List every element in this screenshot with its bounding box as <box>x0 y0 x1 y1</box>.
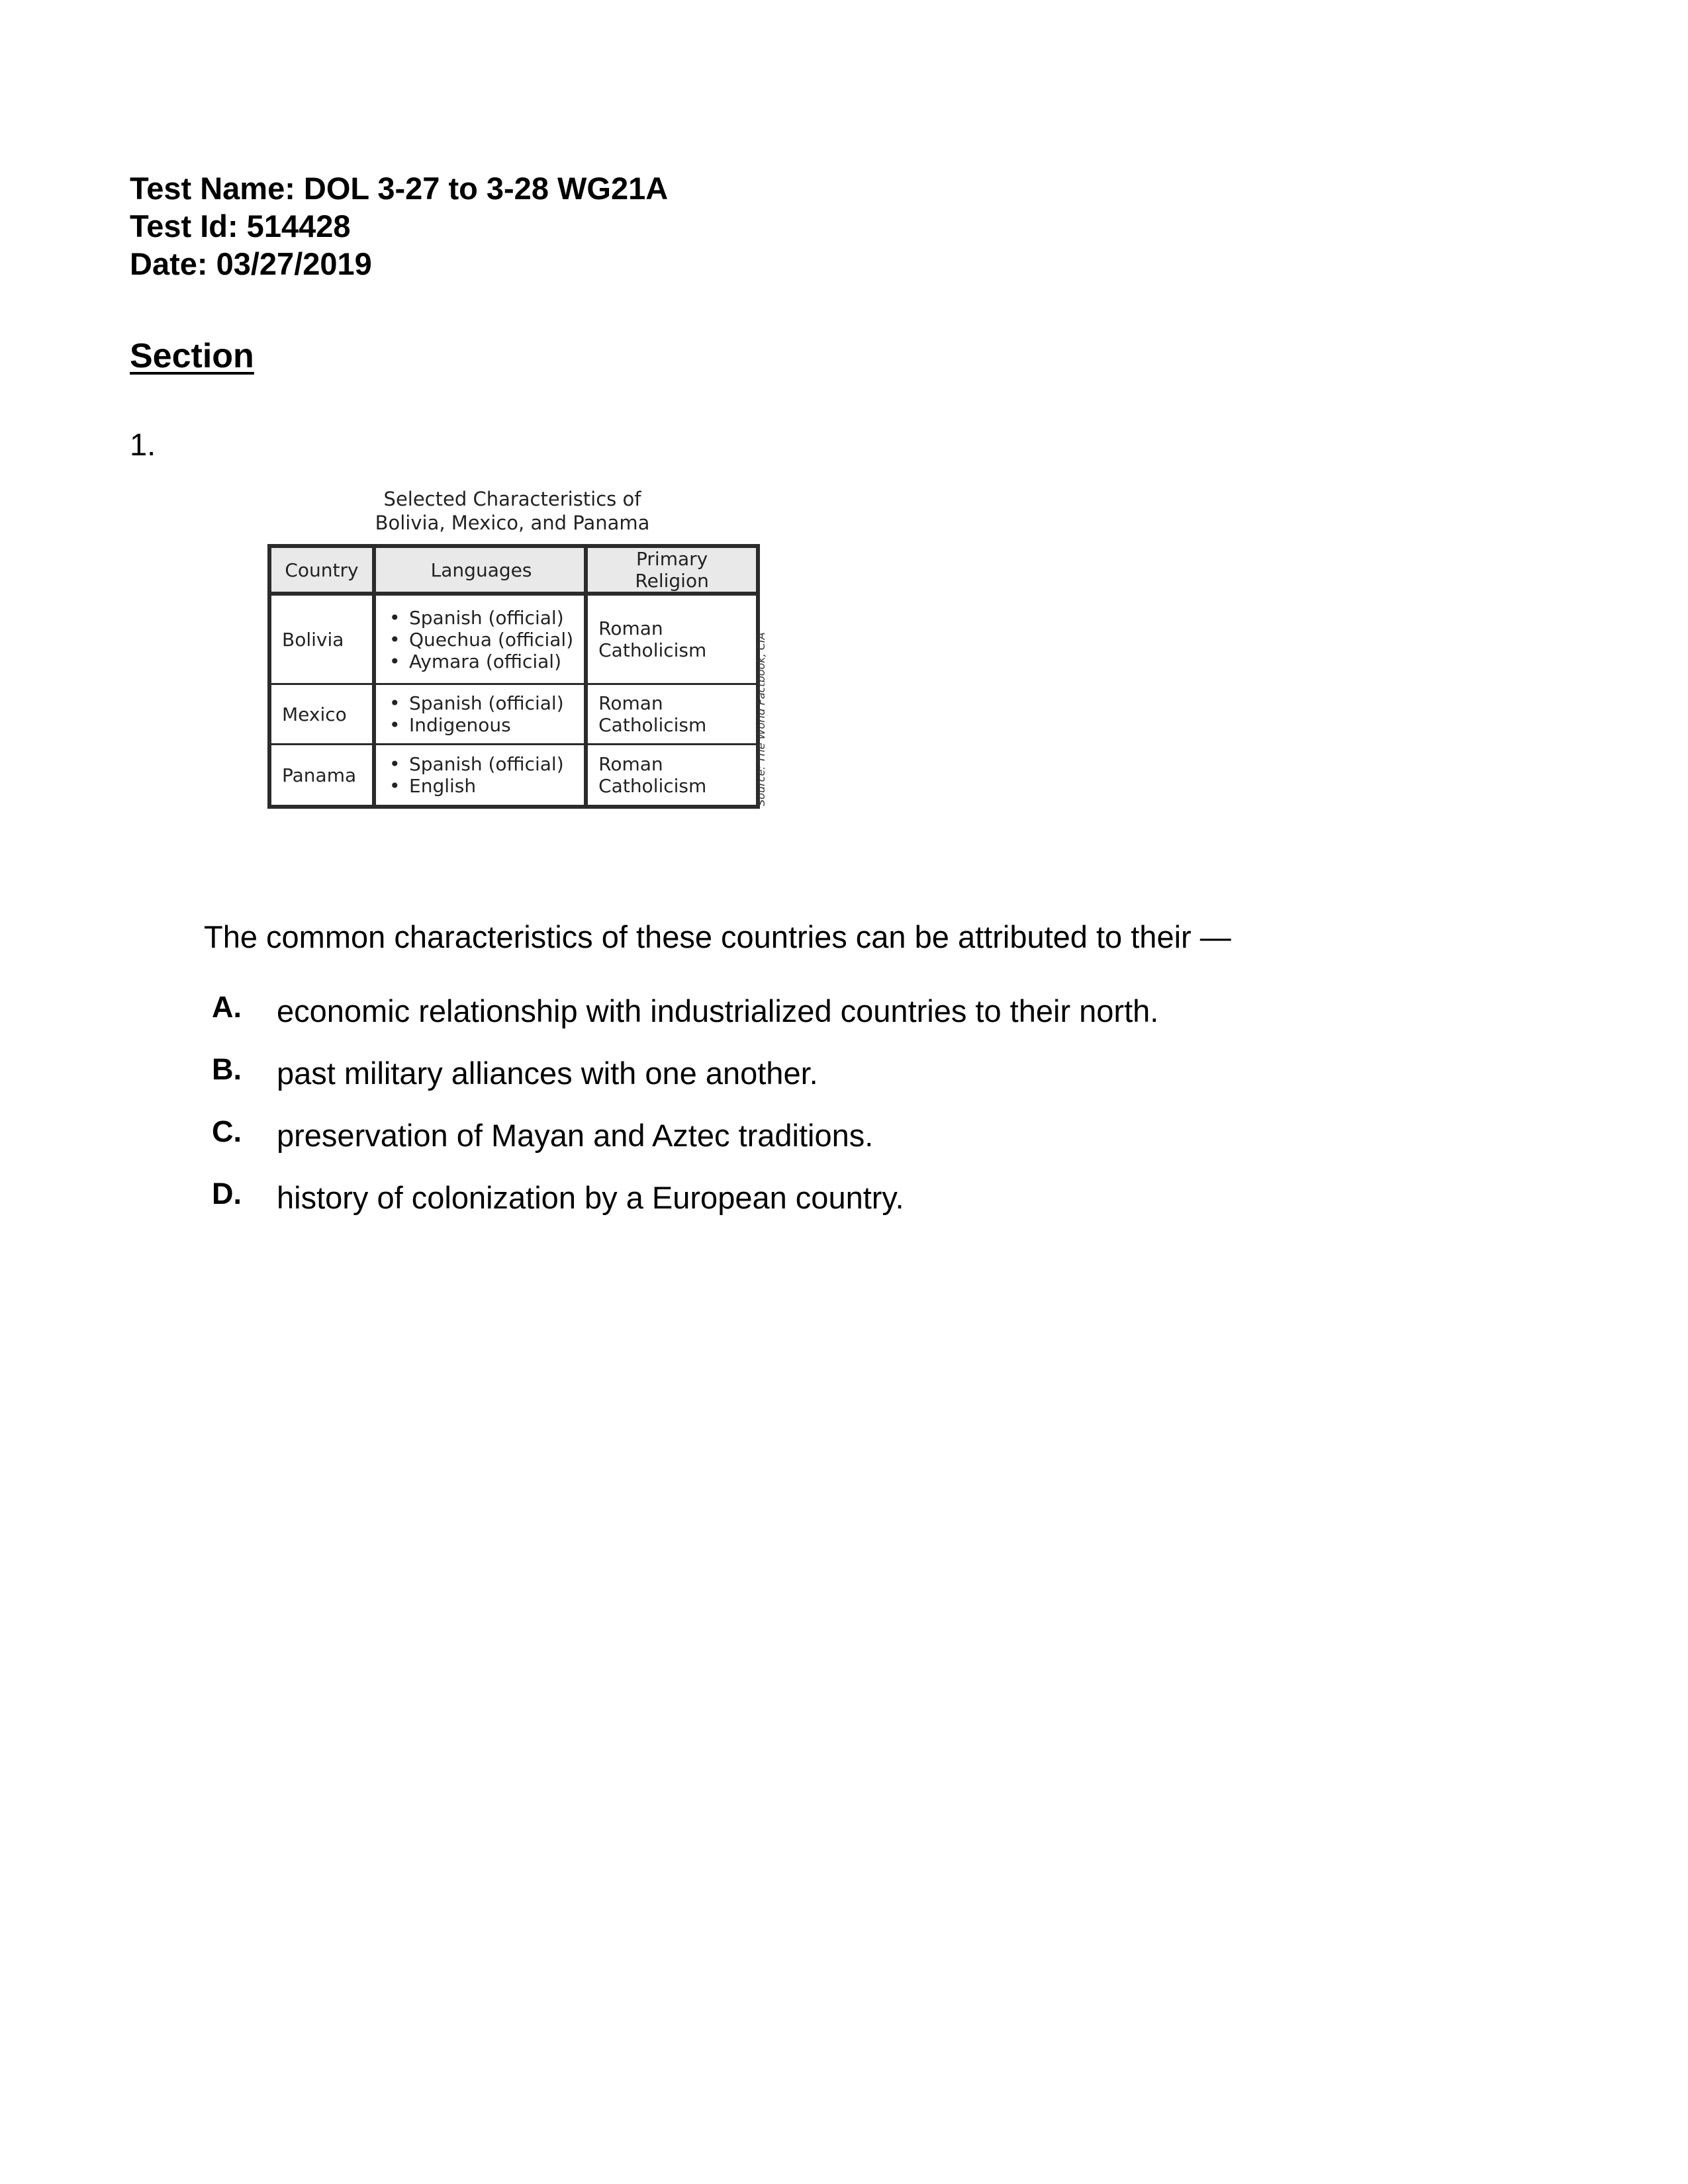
religion-line-2: Catholicism <box>598 775 707 797</box>
language-item: • English <box>389 775 573 797</box>
languages-list <box>389 753 573 797</box>
languages-cell <box>374 745 586 807</box>
country-cell: Bolivia <box>269 594 374 684</box>
table-header-row <box>269 546 758 594</box>
column-header-religion: Primary Religion <box>586 546 758 594</box>
religion-line-1: Roman <box>598 753 663 775</box>
figure-title-line-1: Selected Characteristics of <box>383 488 641 510</box>
characteristics-table <box>267 544 760 809</box>
figure-title-line-2: Bolivia, Mexico, and Panama <box>375 512 650 534</box>
section-title: Section <box>130 337 254 375</box>
choice-letter: A. <box>212 990 242 1024</box>
table-row <box>269 745 758 807</box>
question-stem: The common characteristics of these countries can be attributed to their — <box>204 919 1231 954</box>
choice-text: past military alliances with one another. <box>277 1056 818 1091</box>
test-header <box>130 169 668 283</box>
language-item: • Spanish (official) <box>389 753 573 775</box>
test-date: Date: 03/27/2019 <box>130 246 372 281</box>
languages-list <box>389 692 573 736</box>
column-header-languages: Languages <box>374 546 586 594</box>
choice-text: preservation of Mayan and Aztec traditions. <box>277 1118 874 1153</box>
choice-letter: D. <box>212 1177 242 1210</box>
choice-text: history of colonization by a European country. <box>277 1180 904 1215</box>
table-row <box>269 594 758 684</box>
languages-cell <box>374 684 586 745</box>
languages-cell <box>374 594 586 684</box>
choice-letter: B. <box>212 1052 242 1086</box>
religion-line-2: Catholicism <box>598 639 707 661</box>
religion-line-1: Roman <box>598 617 663 639</box>
country-cell: Mexico <box>269 684 374 745</box>
column-header-country: Country <box>269 546 374 594</box>
figure-source-note: Source: The World Factbook, CIA <box>755 632 767 806</box>
test-id: Test Id: 514428 <box>130 208 351 244</box>
characteristics-table-figure <box>267 487 784 818</box>
language-item: • Aymara (official) <box>389 651 573 672</box>
language-item: • Spanish (official) <box>389 607 573 629</box>
religion-line-1: Roman <box>598 692 663 714</box>
religion-line-2: Catholicism <box>598 714 707 736</box>
language-item: • Quechua (official) <box>389 629 573 651</box>
religion-cell <box>586 684 758 745</box>
figure-title <box>267 487 757 535</box>
question-number: 1. <box>130 427 156 462</box>
choice-letter: C. <box>212 1115 242 1148</box>
language-item: • Spanish (official) <box>389 692 573 714</box>
languages-list <box>389 607 573 672</box>
religion-cell <box>586 745 758 807</box>
test-name: Test Name: DOL 3-27 to 3-28 WG21A <box>130 171 669 206</box>
language-item: • Indigenous <box>389 714 573 736</box>
religion-cell <box>586 594 758 684</box>
choice-text: economic relationship with industrialized countries to their north. <box>277 993 1159 1028</box>
table-row <box>269 684 758 745</box>
country-cell: Panama <box>269 745 374 807</box>
